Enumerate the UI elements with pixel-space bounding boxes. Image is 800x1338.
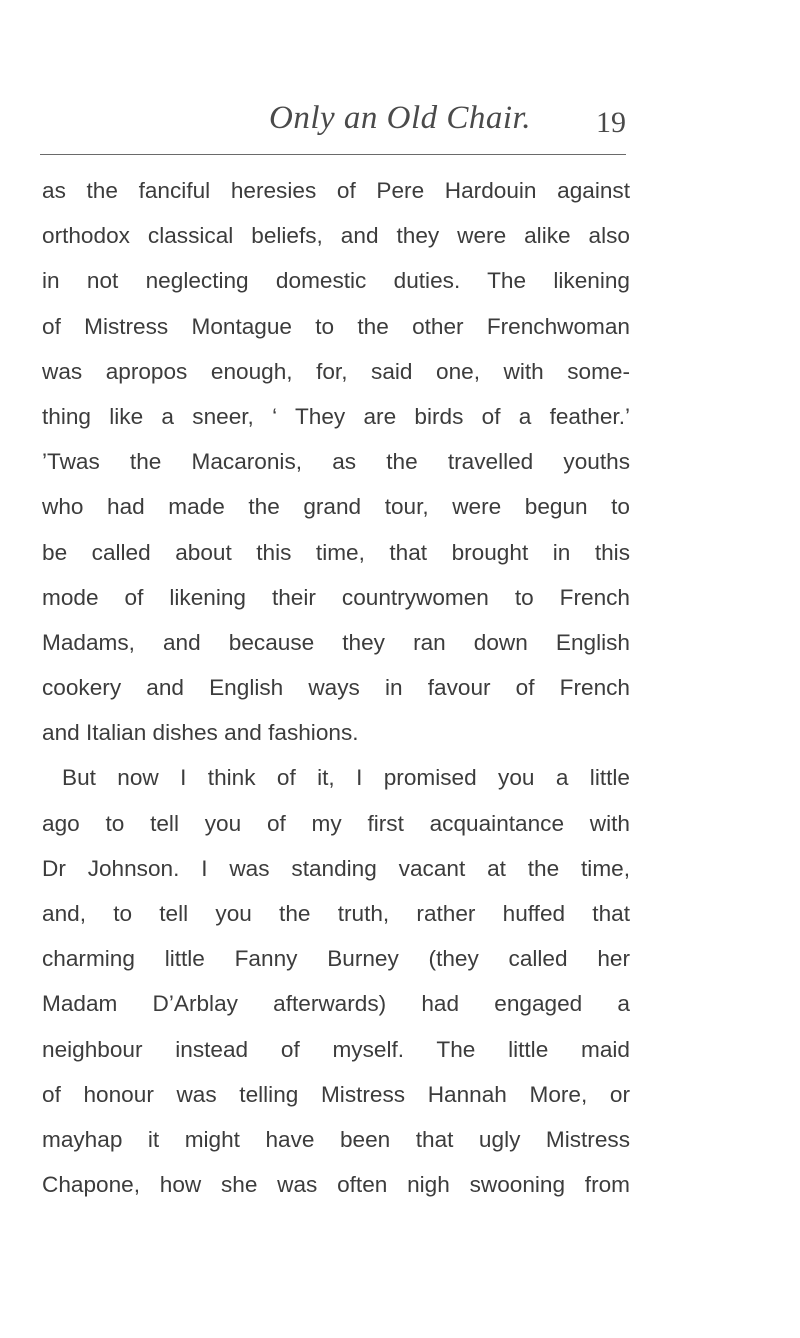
- text-line: neighbour instead of myself. The little maid: [42, 1036, 630, 1062]
- text-line: Dr Johnson. I was standing vacant at the time,: [42, 855, 630, 881]
- text-line: Madams, and because they ran down English: [42, 629, 630, 655]
- text-line: of honour was telling Mistress Hannah More, or: [42, 1081, 630, 1107]
- running-head: [0, 100, 800, 150]
- text-line: cookery and English ways in favour of French: [42, 675, 630, 701]
- running-title: Only an Old Chair.: [268, 100, 531, 136]
- text-line: But now I think of it, I promised you a little: [62, 765, 630, 791]
- page-number: 19: [596, 106, 626, 139]
- text-line: and, to tell you the truth, rather huffed that: [42, 901, 630, 926]
- text-line: mode of likening their countrywomen to French: [42, 584, 630, 610]
- text-line: and Italian dishes and fashions.: [42, 720, 359, 746]
- text-line: thing like a sneer, ‘ They are birds of a feather.’: [42, 403, 630, 429]
- text-line: of Mistress Montague to the other Frenchwoman: [42, 313, 630, 339]
- text-line: in not neglecting domestic duties. The likening: [42, 268, 630, 294]
- text-line: Chapone, how she was often nigh swooning from: [42, 1172, 630, 1198]
- text-line: mayhap it might have been that ugly Mistress: [42, 1126, 630, 1152]
- text-line: be called about this time, that brought in this: [42, 539, 630, 565]
- header-rule: [40, 154, 626, 155]
- text-line: ago to tell you of my first acquaintance with: [42, 810, 630, 836]
- text-line: was apropos enough, for, said one, with some-: [42, 358, 630, 384]
- text-line: Madam D’Arblay afterwards) had engaged a: [42, 991, 630, 1017]
- text-line: orthodox classical beliefs, and they were alike also: [42, 223, 630, 249]
- text-line: charming little Fanny Burney (they called her: [42, 946, 630, 972]
- text-line: who had made the grand tour, were begun to: [42, 494, 630, 520]
- body-text: [42, 168, 630, 1207]
- text-line: ’Twas the Macaronis, as the travelled youths: [42, 449, 630, 475]
- text-line: as the fanciful heresies of Pere Hardouin against: [42, 178, 630, 203]
